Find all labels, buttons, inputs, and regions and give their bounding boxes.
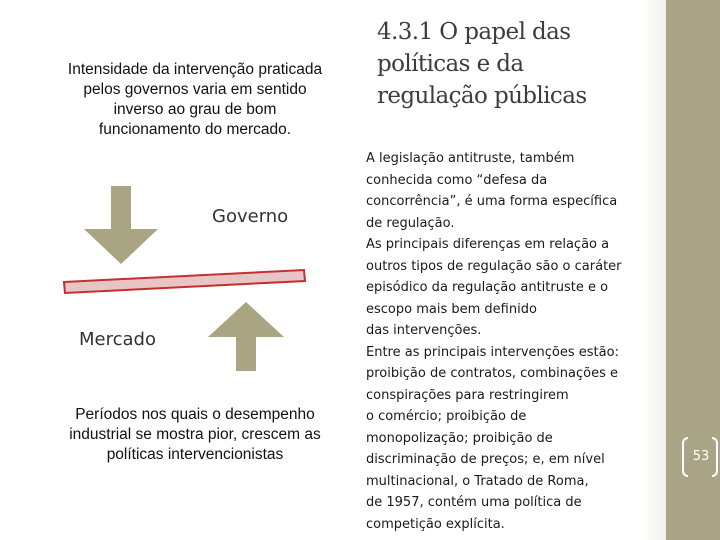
conclusion-line: políticas intervencionistas [106,446,284,463]
slide-title [377,16,637,112]
intro-line: funcionamento do mercado. [98,121,292,138]
body-line: Entre as principais intervenções estão: [366,344,619,360]
body-line: conspirações para restringirem [366,387,569,403]
left-bracket [682,437,688,477]
conclusion-line: Períodos nos quais o desempenho [75,406,315,423]
up-arrow-icon [208,302,284,371]
body-line: escopo mais bem definido [366,301,537,317]
body-line: de regulação. [366,215,455,231]
label-mercado: Mercado [79,329,156,350]
title-line: regulação públicas [377,83,587,109]
body-line: A legislação antitruste, também [366,151,575,166]
conclusion-text [42,405,348,465]
body-line: proibição de contratos, combinações e [366,366,618,381]
body-line: multinacional, o Tratado de Roma, [366,473,589,489]
lever-bar [64,270,305,293]
page-number: 53 [692,449,710,464]
down-arrow-icon [84,186,158,264]
body-line: concorrência”, é uma forma específica [366,194,618,209]
intro-line: Intensidade da intervenção praticada [67,61,323,78]
body-line: outros tipos de regulação são o caráter [366,258,622,274]
conclusion-line: industrial se mostra pior, crescem as [69,426,321,443]
body-line: monopolização; proibição de [366,430,553,446]
body-line: conhecida como “defesa da [366,172,548,188]
body-line: competição explícita. [366,516,505,532]
title-line: 4.3.1 O papel das [377,19,571,45]
intro-line: pelos governos varia em sentido [83,81,307,98]
body-line: As principais diferenças em relação a [366,237,610,252]
body-line: discriminação de preços; e, em nível [366,452,605,467]
body-text [366,148,658,535]
intro-line: inverso ao grau de bom [113,101,277,118]
body-line: das intervenções. [366,323,482,338]
body-line: de 1957, contém uma política de [366,495,582,510]
title-line: políticas e da [377,51,524,77]
body-line: episódico da regulação antitruste e o [366,280,609,295]
body-line: o comércio; proibição de [366,409,527,424]
label-governo: Governo [212,206,289,227]
page-number-box [682,437,720,479]
